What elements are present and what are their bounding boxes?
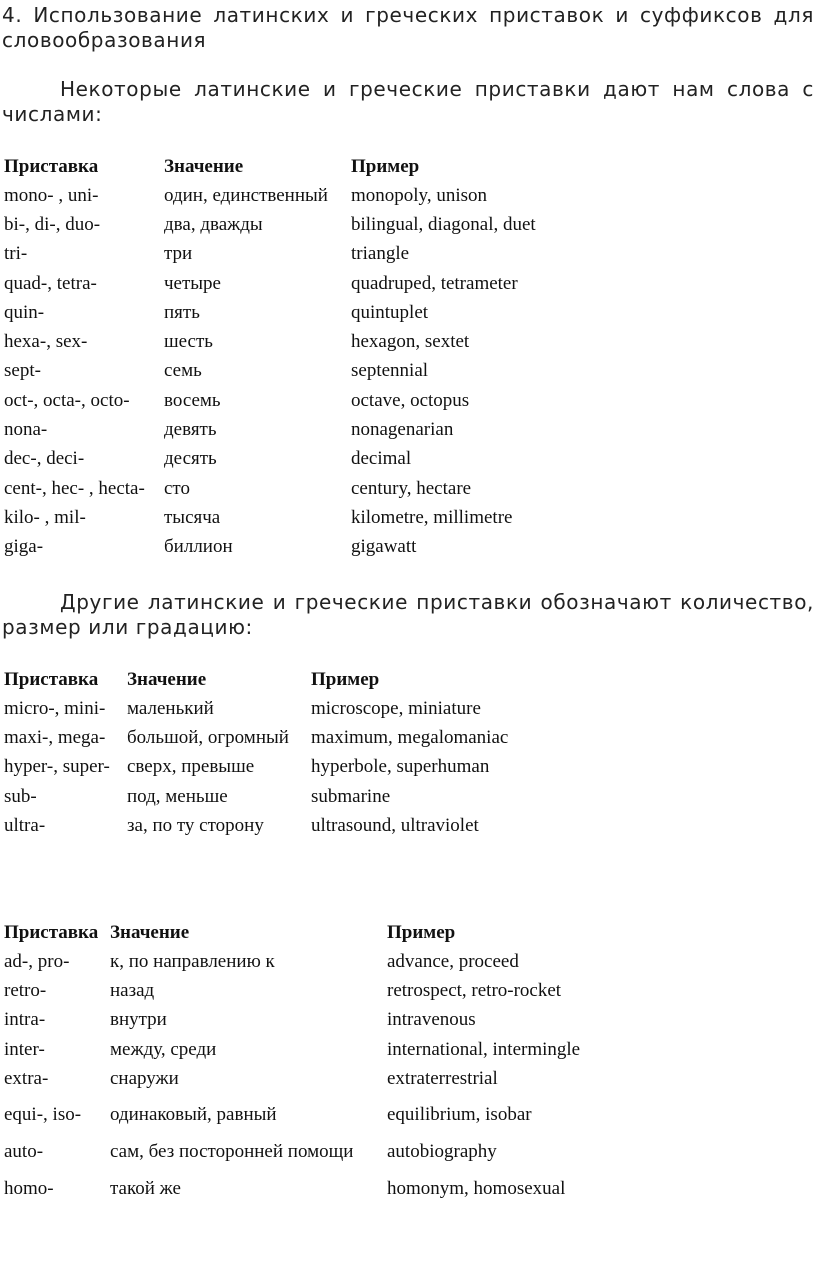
quantity-table-body xyxy=(4,694,571,840)
example-cell: nonagenarian xyxy=(351,419,454,441)
meaning-cell: четыре xyxy=(164,272,221,294)
header-meaning: Значение xyxy=(164,155,244,177)
other-prefix-table xyxy=(4,918,627,1211)
header-example: Пример xyxy=(387,921,456,943)
meaning-cell: внутри xyxy=(110,1009,167,1031)
prefix-cell: ad-, pro- xyxy=(4,950,70,972)
example-cell: triangle xyxy=(351,243,410,265)
example-cell: retrospect, retro-rocket xyxy=(387,979,562,1001)
meaning-cell: между, среди xyxy=(110,1038,217,1060)
meaning-cell: сверх, превыше xyxy=(127,756,255,778)
intro-numbers-paragraph xyxy=(2,77,814,127)
example-cell: intravenous xyxy=(387,1009,476,1031)
example-cell: septennial xyxy=(351,360,429,382)
table-row xyxy=(4,1093,627,1137)
meaning-cell: девять xyxy=(164,419,217,441)
table-row xyxy=(4,723,571,752)
example-cell: quadruped, tetrameter xyxy=(351,272,518,294)
example-cell: century, hectare xyxy=(351,477,472,499)
header-example: Пример xyxy=(311,668,380,690)
prefix-cell: mono- , uni- xyxy=(4,184,99,206)
prefix-cell: giga- xyxy=(4,536,44,558)
example-cell: extraterrestrial xyxy=(387,1067,498,1089)
meaning-cell: один, единственный xyxy=(164,184,328,206)
table-row xyxy=(4,976,627,1005)
table-row xyxy=(4,694,571,723)
table-row xyxy=(4,1137,627,1166)
example-cell: bilingual, diagonal, duet xyxy=(351,213,536,235)
meaning-cell: такой же xyxy=(110,1177,181,1199)
meaning-cell: два, дважды xyxy=(164,213,263,235)
prefix-cell: quin- xyxy=(4,301,45,323)
example-cell: kilometre, millimetre xyxy=(351,506,513,528)
example-cell: international, intermingle xyxy=(387,1038,581,1060)
meaning-cell: восемь xyxy=(164,389,221,411)
intro-quantity-paragraph xyxy=(2,590,814,640)
header-prefix: Приставка xyxy=(4,668,99,690)
example-cell: microscope, miniature xyxy=(311,697,481,719)
example-cell: hyperbole, superhuman xyxy=(311,756,490,778)
meaning-cell: сам, без посторонней помощи xyxy=(110,1141,354,1163)
prefix-cell: kilo- , mil- xyxy=(4,506,86,528)
header-prefix: Приставка xyxy=(4,155,99,177)
header-meaning: Значение xyxy=(110,921,190,943)
example-cell: advance, proceed xyxy=(387,950,519,972)
header-example: Пример xyxy=(351,155,420,177)
table-row xyxy=(4,474,611,503)
meaning-cell: тысяча xyxy=(164,506,221,528)
prefix-cell: oct-, octa-, octo- xyxy=(4,389,130,411)
prefix-cell: quad-, tetra- xyxy=(4,272,97,294)
table-row xyxy=(4,1006,627,1035)
header-prefix: Приставка xyxy=(4,921,99,943)
table-row xyxy=(4,1064,627,1093)
table-row xyxy=(4,1167,627,1211)
example-cell: decimal xyxy=(351,448,412,470)
prefix-cell: equi-, iso- xyxy=(4,1104,82,1126)
numbers-table-body xyxy=(4,181,611,562)
table-row xyxy=(4,533,611,562)
meaning-cell: пять xyxy=(164,301,200,323)
prefix-cell: ultra- xyxy=(4,814,46,836)
quantity-prefix-table xyxy=(4,665,571,840)
table-row xyxy=(4,298,611,327)
meaning-cell: шесть xyxy=(164,331,213,353)
prefix-cell: hexa-, sex- xyxy=(4,331,88,353)
table-row xyxy=(4,240,611,269)
prefix-cell: extra- xyxy=(4,1067,49,1089)
prefix-cell: maxi-, mega- xyxy=(4,726,106,748)
prefix-cell: hyper-, super- xyxy=(4,756,110,778)
prefix-cell: homo- xyxy=(4,1177,54,1199)
example-cell: ultrasound, ultraviolet xyxy=(311,814,479,836)
prefix-cell: bi-, di-, duo- xyxy=(4,213,101,235)
meaning-cell: за, по ту сторону xyxy=(127,814,264,836)
table-row xyxy=(4,386,611,415)
meaning-cell: одинаковый, равный xyxy=(110,1104,277,1126)
table-row xyxy=(4,782,571,811)
intro-quantity-text: Другие латинские и греческие приставки обозначают количество, размер или градацию: xyxy=(2,590,814,639)
meaning-cell: снаружи xyxy=(110,1067,179,1089)
example-cell: octave, octopus xyxy=(351,389,470,411)
meaning-cell: большой, огромный xyxy=(127,726,289,748)
table-header-row xyxy=(4,152,611,181)
meaning-cell: сто xyxy=(164,477,190,499)
numbers-prefix-table xyxy=(4,152,611,562)
prefix-cell: nona- xyxy=(4,419,48,441)
table-row xyxy=(4,415,611,444)
prefix-cell: retro- xyxy=(4,979,47,1001)
table-header-row xyxy=(4,918,627,947)
example-cell: equilibrium, isobar xyxy=(387,1104,532,1126)
prefix-cell: sub- xyxy=(4,785,37,807)
other-table-body xyxy=(4,947,627,1211)
meaning-cell: маленький xyxy=(127,697,214,719)
prefix-cell: micro-, mini- xyxy=(4,697,106,719)
prefix-cell: cent-, hec- , hecta- xyxy=(4,477,145,499)
meaning-cell: назад xyxy=(110,979,155,1001)
meaning-cell: семь xyxy=(164,360,202,382)
meaning-cell: биллион xyxy=(164,536,233,558)
table-header-row xyxy=(4,665,571,694)
prefix-cell: inter- xyxy=(4,1038,45,1060)
prefix-cell: intra- xyxy=(4,1009,46,1031)
table-row xyxy=(4,181,611,210)
intro-numbers-text: Некоторые латинские и греческие приставки дают нам слова с числами: xyxy=(2,77,814,126)
section-heading: 4. Использование латинских и греческих приставок и суффиксов для словообразования xyxy=(2,3,814,52)
example-cell: autobiography xyxy=(387,1141,497,1163)
example-cell: quintuplet xyxy=(351,301,429,323)
meaning-cell: три xyxy=(164,243,193,265)
meaning-cell: десять xyxy=(164,448,217,470)
table-row xyxy=(4,753,571,782)
example-cell: maximum, megalomaniac xyxy=(311,726,509,748)
example-cell: gigawatt xyxy=(351,536,417,558)
table-row xyxy=(4,357,611,386)
table-row xyxy=(4,210,611,239)
table-row xyxy=(4,1035,627,1064)
example-cell: submarine xyxy=(311,785,391,807)
table-row xyxy=(4,327,611,356)
table-row xyxy=(4,503,611,532)
table-row xyxy=(4,947,627,976)
prefix-cell: auto- xyxy=(4,1141,44,1163)
header-meaning: Значение xyxy=(127,668,207,690)
meaning-cell: под, меньше xyxy=(127,785,228,807)
example-cell: monopoly, unison xyxy=(351,184,487,206)
table-row xyxy=(4,811,571,840)
table-row xyxy=(4,445,611,474)
prefix-cell: tri- xyxy=(4,243,28,265)
example-cell: hexagon, sextet xyxy=(351,331,470,353)
table-row xyxy=(4,269,611,298)
prefix-cell: sept- xyxy=(4,360,41,382)
example-cell: homonym, homosexual xyxy=(387,1177,566,1199)
meaning-cell: к, по направлению к xyxy=(110,950,275,972)
prefix-cell: dec-, deci- xyxy=(4,448,85,470)
